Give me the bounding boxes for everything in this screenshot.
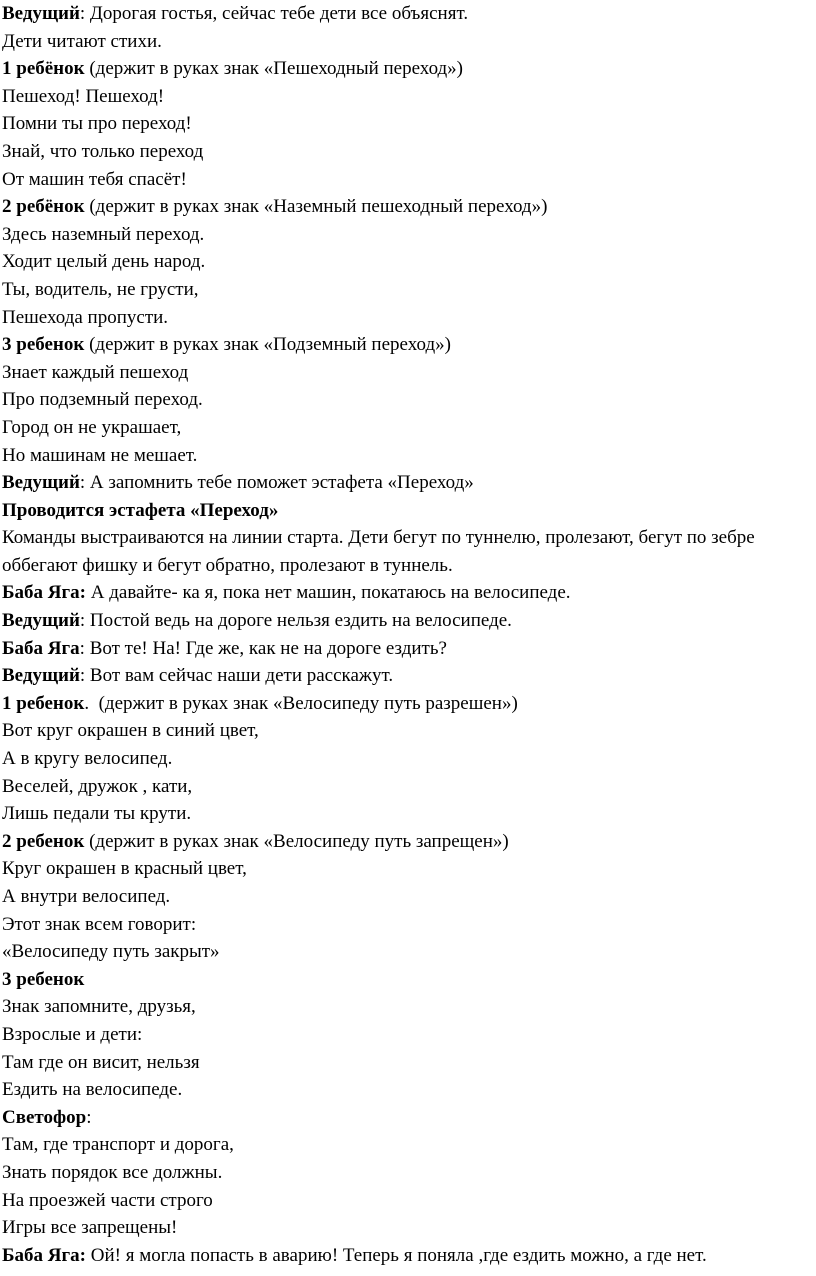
text-line	[2, 497, 812, 525]
line-text: (держит в руках знак «Подземный переход»)	[84, 334, 451, 356]
speaker-label: Проводится эстафета «Переход»	[2, 499, 279, 521]
line-text: Дети читают стихи.	[2, 30, 162, 52]
text-line	[2, 1021, 812, 1049]
speaker-label: 1 ребёнок	[2, 58, 85, 80]
line-text: От машин тебя спасёт!	[2, 168, 187, 190]
text-line	[2, 938, 812, 966]
text-line	[2, 469, 812, 497]
speaker-label: Баба Яга:	[2, 1244, 86, 1266]
text-line	[2, 662, 812, 690]
text-line	[2, 138, 812, 166]
text-line	[2, 83, 812, 111]
line-text: :	[86, 1106, 92, 1128]
text-line	[2, 690, 812, 718]
text-line	[2, 966, 812, 994]
text-line	[2, 386, 812, 414]
speaker-label: 3 ребенок	[2, 968, 85, 990]
text-line	[2, 1049, 812, 1077]
line-text: Лишь педали ты крути.	[2, 803, 192, 825]
line-text: Город он не украшает,	[2, 416, 182, 438]
text-line	[2, 1104, 812, 1132]
text-line	[2, 1242, 812, 1270]
line-text: Помни ты про переход!	[2, 113, 192, 135]
line-text: Знай, что только переход	[2, 140, 204, 162]
text-line	[2, 855, 812, 883]
line-text: Знает каждый пешеход	[2, 361, 189, 383]
line-text: Игры все запрещены!	[2, 1217, 178, 1239]
text-line	[2, 745, 812, 773]
line-text: Знать порядок все должны.	[2, 1161, 223, 1183]
speaker-label: 3 ребенок	[2, 334, 85, 356]
text-line	[2, 800, 812, 828]
text-line	[2, 248, 812, 276]
speaker-label: Баба Яга	[2, 637, 80, 659]
text-line	[2, 579, 812, 607]
line-text: Ой! я могла попасть в аварию! Теперь я поняла ,где ездить можно, а где нет.	[86, 1244, 707, 1266]
speaker-label: Ведущий	[2, 610, 80, 632]
line-text: Вот круг окрашен в синий цвет,	[2, 720, 259, 742]
line-text: Этот знак всем говорит:	[2, 913, 197, 935]
text-line	[2, 1131, 812, 1159]
line-text: На проезжей части строго	[2, 1189, 213, 1211]
line-text: (держит в руках знак «Велосипеду путь запрещен»)	[84, 830, 509, 852]
text-line	[2, 828, 812, 856]
line-text: (держит в руках знак «Пешеходный переход»)	[84, 58, 464, 80]
speaker-label: Баба Яга:	[2, 582, 86, 604]
speaker-label: Ведущий	[2, 3, 80, 24]
line-text: Пешеход! Пешеход!	[2, 85, 165, 107]
speaker-label: Ведущий	[2, 472, 80, 494]
text-line	[2, 110, 812, 138]
line-text: Круг окрашен в красный цвет,	[2, 858, 247, 880]
speaker-label: Ведущий	[2, 665, 80, 687]
text-line	[2, 524, 812, 579]
line-text: А внутри велосипед.	[2, 886, 171, 907]
line-text: Про подземный переход.	[2, 389, 203, 411]
text-line	[2, 635, 812, 663]
line-text: Но машинам не мешает.	[2, 444, 198, 466]
text-line	[2, 166, 812, 194]
speaker-label: 1 ребенок	[2, 692, 85, 714]
text-line	[2, 221, 812, 249]
line-text: : Дорогая гостья, сейчас тебе дети все объяснят.	[79, 3, 469, 24]
text-line	[2, 1076, 812, 1104]
text-line	[2, 0, 812, 28]
line-text: : Постой ведь на дороге нельзя ездить на велосипеде.	[79, 610, 512, 632]
text-line	[2, 717, 812, 745]
speaker-label: Светофор	[2, 1106, 87, 1128]
line-text: Ходит целый день народ.	[2, 251, 206, 273]
line-text: : Вот вам сейчас наши дети расскажут.	[79, 665, 394, 687]
text-line	[2, 193, 812, 221]
text-line	[2, 359, 812, 387]
line-text: Команды выстраиваются на линии старта. Дети бегут по туннелю, пролезают, бегут по зебре оббегают фишку и бегут обратно, пролезают в туннель.	[2, 527, 755, 576]
line-text: (держит в руках знак «Наземный пешеходный переход»)	[84, 196, 548, 218]
text-line	[2, 28, 812, 56]
line-text: : Вот те! На! Где же, как не на дороге ездить?	[79, 637, 447, 659]
line-text: Там, где транспорт и дорога,	[2, 1134, 234, 1156]
line-text: Там где он висит, нельзя	[2, 1051, 200, 1073]
text-line	[2, 414, 812, 442]
text-line	[2, 331, 812, 359]
text-line	[2, 442, 812, 470]
line-text: Здесь наземный переход.	[2, 223, 205, 245]
text-line	[2, 607, 812, 635]
line-text: Ты, водитель, не грусти,	[2, 278, 199, 300]
speaker-label: 2 ребенок	[2, 830, 85, 852]
text-line	[2, 911, 812, 939]
line-text: Взрослые и дети:	[2, 1023, 143, 1045]
text-line	[2, 304, 812, 332]
line-text: А в кругу велосипед.	[2, 748, 173, 770]
text-line	[2, 883, 812, 911]
line-text: «Велосипеду путь закрыт»	[2, 941, 220, 963]
text-line	[2, 993, 812, 1021]
line-text: : А запомнить тебе поможет эстафета «Переход»	[79, 472, 474, 494]
text-line	[2, 1187, 812, 1215]
text-line	[2, 55, 812, 83]
line-text: Знак запомните, друзья,	[2, 996, 196, 1018]
speaker-label: 2 ребёнок	[2, 196, 85, 218]
line-text: Ездить на велосипеде.	[2, 1079, 183, 1101]
line-text: . (держит в руках знак «Велосипеду путь разрешен»)	[84, 692, 518, 714]
line-text: Веселей, дружок , кати,	[2, 775, 193, 797]
text-line	[2, 276, 812, 304]
line-text: Пешехода пропусти.	[2, 306, 169, 328]
text-line	[2, 773, 812, 801]
line-text: А давайте- ка я, пока нет машин, покатаюсь на велосипеде.	[86, 582, 571, 604]
text-line	[2, 1214, 812, 1242]
text-line	[2, 1159, 812, 1187]
